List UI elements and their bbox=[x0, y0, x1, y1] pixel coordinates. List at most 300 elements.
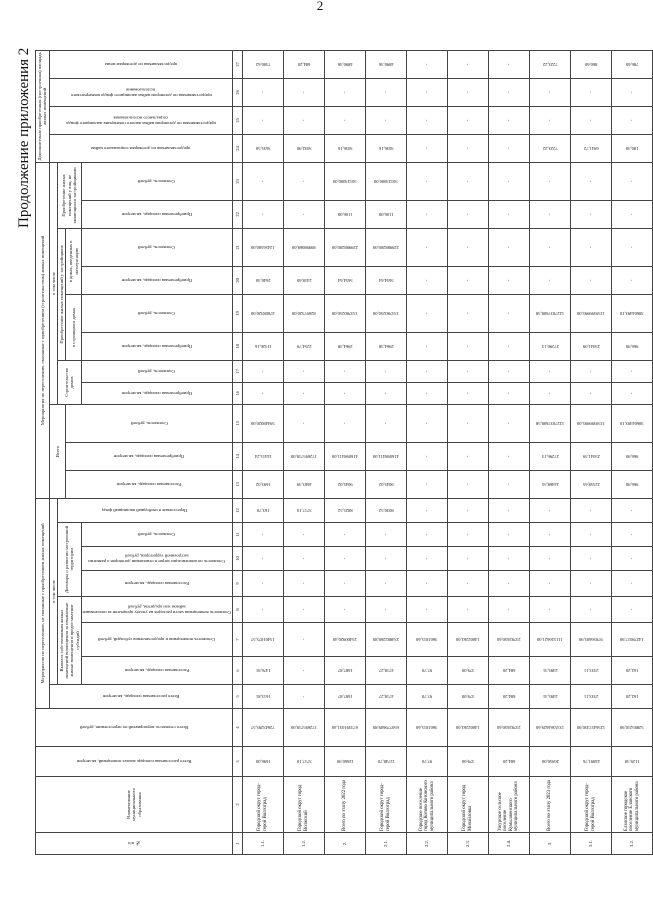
cell-value: - bbox=[611, 360, 652, 382]
cell-text: 2495,31 bbox=[542, 668, 558, 674]
cell-value bbox=[570, 470, 611, 498]
header-purchase-dev: Приобретение жилых помещений у застройщиков bbox=[57, 228, 65, 360]
cell-text: 22558,65 bbox=[582, 482, 600, 488]
cell-value bbox=[529, 332, 570, 360]
cell-value: - bbox=[283, 360, 324, 382]
header-commercial: предоставляемая по договорам найма жилого помещения жилищного фонда социального использования bbox=[49, 106, 232, 134]
cell-value bbox=[283, 134, 324, 162]
cell-value: - bbox=[324, 547, 365, 571]
header-gratuitous: предоставляемая по договорам мены bbox=[49, 50, 232, 78]
cell-text: 163,70 bbox=[256, 508, 270, 514]
cell-text: 50123000,00 bbox=[374, 179, 398, 184]
cell-value: - bbox=[529, 498, 570, 522]
cell-value: - bbox=[283, 547, 324, 571]
cell-value bbox=[488, 623, 529, 657]
cell-value: - bbox=[406, 498, 447, 522]
cell-value: - bbox=[242, 523, 283, 547]
cell-text: 1106,00 bbox=[378, 212, 394, 218]
cell-value: - bbox=[529, 228, 570, 266]
cell-value: - bbox=[488, 360, 529, 382]
column-number: 17 bbox=[232, 360, 242, 382]
cell-value: - bbox=[529, 382, 570, 404]
column-number: 21 bbox=[232, 228, 242, 266]
column-number: 10 bbox=[232, 547, 242, 571]
cell-value bbox=[283, 470, 324, 498]
cell-value: - bbox=[324, 360, 365, 382]
cell-value bbox=[365, 470, 406, 498]
row-number: 2.4. bbox=[488, 833, 529, 855]
cell-text: 4718,27 bbox=[378, 694, 394, 700]
cell-text: 7223,22 bbox=[542, 145, 558, 151]
cell-text: 966,90 bbox=[625, 454, 639, 460]
cell-text: 26956,00 bbox=[541, 759, 559, 765]
cell-value: - bbox=[529, 78, 570, 106]
cell-text: 1227037608,58 bbox=[535, 311, 565, 317]
header-group-related: Мероприятия по переселению, связанные с приобретением (строительством) жилых помещений bbox=[36, 162, 50, 498]
municipality-name: Городской округ город-герой Волгоград bbox=[570, 777, 611, 833]
cell-value: - bbox=[488, 162, 529, 200]
cell-text: 684,20 bbox=[502, 668, 516, 674]
cell-text: 172695718,00 bbox=[291, 725, 317, 731]
cell-text: 25041,59 bbox=[582, 454, 600, 460]
column-number: 5 bbox=[232, 685, 242, 709]
cell-text: 50123000,00 bbox=[333, 179, 357, 184]
column-number: 19 bbox=[232, 294, 242, 332]
cell-value bbox=[365, 200, 406, 228]
row-number: 1.2. bbox=[283, 833, 324, 855]
cell-value: - bbox=[611, 162, 652, 200]
cell-text: 8825,52 bbox=[337, 508, 353, 514]
cell-text: 1159399995,00 bbox=[576, 421, 605, 427]
cell-value: - bbox=[365, 597, 406, 623]
cell-value bbox=[324, 685, 365, 709]
cell-value bbox=[242, 685, 283, 709]
cell-value: - bbox=[529, 106, 570, 134]
column-number: 1 bbox=[232, 833, 242, 855]
row-number: 3. bbox=[529, 833, 570, 855]
cell-value bbox=[324, 747, 365, 777]
cell-value bbox=[283, 442, 324, 470]
resettlement-table bbox=[35, 50, 653, 855]
header-unrelated-area: Всего расселяемая площадь, кв.метров bbox=[49, 685, 232, 709]
header-free-housing: Переселение в свободный жилищный фонд bbox=[57, 498, 232, 522]
cell-value bbox=[529, 685, 570, 709]
cell-value: - bbox=[488, 134, 529, 162]
cell-text: 24468,55 bbox=[541, 482, 559, 488]
cell-value bbox=[283, 332, 324, 360]
cell-value bbox=[324, 470, 365, 498]
cell-text: 4890,36 bbox=[378, 61, 394, 67]
cell-value bbox=[242, 266, 283, 294]
header-total-cost: Всего стоимость мероприятий по переселению, рублей bbox=[36, 709, 233, 747]
cell-value bbox=[570, 657, 611, 685]
cell-value: - bbox=[283, 78, 324, 106]
cell-value bbox=[365, 294, 406, 332]
cell-value: - bbox=[447, 50, 488, 78]
cell-value: - bbox=[529, 523, 570, 547]
column-number: 22 bbox=[232, 200, 242, 228]
cell-text: 23782630,60 bbox=[497, 725, 521, 731]
cell-value bbox=[488, 657, 529, 685]
row-number: 2.2. bbox=[406, 833, 447, 855]
cell-value bbox=[406, 685, 447, 709]
municipality-name: Ужурское сельское поселение Кумылженского муниципального района bbox=[488, 777, 529, 833]
municipality-name: Городской округ город-герой Волгоград bbox=[365, 777, 406, 833]
cell-value: - bbox=[570, 571, 611, 597]
cell-value: - bbox=[447, 547, 488, 571]
municipality-name: Всего по этапу 2023 года bbox=[529, 777, 570, 833]
cell-value: - bbox=[488, 382, 529, 404]
cell-text: 4890,36 bbox=[337, 61, 353, 67]
cell-value: - bbox=[242, 162, 283, 200]
row-number: 2. bbox=[324, 833, 365, 855]
cell-value: - bbox=[283, 404, 324, 442]
header-constr-cost: Стоимость, рублей bbox=[81, 360, 232, 382]
cell-value: - bbox=[406, 266, 447, 294]
page-number: 2 bbox=[316, 0, 324, 13]
header-payouts: Выплата собственникам жилых помещений возмещения за изымаемые жилые помещения и предоставление субсидий bbox=[57, 597, 81, 685]
cell-value: - bbox=[283, 657, 324, 685]
cell-value bbox=[283, 50, 324, 78]
header-completed: в домах, введенных в эксплуатацию bbox=[66, 228, 82, 294]
cell-text: 3601815,60 bbox=[416, 637, 438, 643]
cell-text: 14002262,00 bbox=[456, 637, 480, 643]
cell-value: - bbox=[488, 597, 529, 623]
cell-text: 9045,02 bbox=[337, 482, 353, 488]
column-number: 27 bbox=[232, 50, 242, 78]
cell-value: - bbox=[488, 106, 529, 134]
header-all-acquired: Приобретаемая площадь, кв.метров bbox=[66, 442, 233, 470]
cell-value bbox=[447, 623, 488, 657]
header-construction: Строительство домов bbox=[57, 360, 81, 404]
cell-text: 1106,00 bbox=[337, 212, 353, 218]
cell-value: - bbox=[406, 360, 447, 382]
cell-text: 9045,02 bbox=[378, 482, 394, 488]
cell-value: - bbox=[406, 442, 447, 470]
cell-value bbox=[242, 294, 283, 332]
cell-value bbox=[324, 623, 365, 657]
cell-value: - bbox=[447, 134, 488, 162]
cell-text: 1696,00 bbox=[255, 759, 271, 765]
cell-text: 416098411,00 bbox=[373, 454, 399, 460]
cell-value: - bbox=[447, 78, 488, 106]
column-number: 18 bbox=[232, 332, 242, 360]
cell-value bbox=[365, 747, 406, 777]
cell-value: - bbox=[324, 404, 365, 442]
cell-value: - bbox=[406, 404, 447, 442]
cell-text: 1129,30 bbox=[624, 759, 640, 765]
cell-value bbox=[324, 657, 365, 685]
cell-value: - bbox=[570, 228, 611, 266]
cell-text: 4603,39 bbox=[296, 482, 312, 488]
cell-text: 1227037608,58 bbox=[535, 421, 565, 427]
cell-value bbox=[406, 709, 447, 747]
cell-value: - bbox=[406, 382, 447, 404]
cell-value: - bbox=[488, 200, 529, 228]
cell-value bbox=[365, 657, 406, 685]
cell-value bbox=[611, 709, 652, 747]
cell-value: - bbox=[406, 200, 447, 228]
header-uc-cost: Стоимость, рублей bbox=[81, 294, 232, 332]
cell-value: - bbox=[611, 106, 652, 134]
column-number: 2 bbox=[232, 777, 242, 833]
cell-value: - bbox=[283, 200, 324, 228]
cell-value bbox=[365, 50, 406, 78]
municipality-name: Городской округ город-герой Волгоград bbox=[242, 777, 283, 833]
cell-value bbox=[365, 162, 406, 200]
cell-value: - bbox=[283, 571, 324, 597]
row-number: 1.1. bbox=[242, 833, 283, 855]
cell-value bbox=[611, 134, 652, 162]
cell-value bbox=[365, 623, 406, 657]
cell-value: - bbox=[242, 106, 283, 134]
cell-text: 133780250,00 bbox=[332, 311, 358, 317]
cell-value bbox=[447, 709, 488, 747]
cell-text: 97056605,90 bbox=[579, 637, 603, 643]
cell-value: - bbox=[283, 623, 324, 657]
cell-value: - bbox=[406, 78, 447, 106]
cell-value: - bbox=[365, 523, 406, 547]
cell-value: - bbox=[447, 597, 488, 623]
cell-text: 97,70 bbox=[421, 694, 433, 700]
cell-text: 82697520,00 bbox=[292, 311, 316, 317]
cell-value bbox=[283, 266, 324, 294]
cell-value: - bbox=[447, 442, 488, 470]
column-number: 12 bbox=[232, 498, 242, 522]
cell-value bbox=[529, 470, 570, 498]
cell-text: 684,20 bbox=[297, 61, 311, 67]
cell-value bbox=[283, 709, 324, 747]
cell-text: 673391031,40 bbox=[332, 725, 358, 731]
cell-value bbox=[324, 228, 365, 266]
cell-text: 379,00 bbox=[461, 759, 475, 765]
header-pay-area: Расселяемая площадь, кв.метров bbox=[81, 657, 232, 685]
cell-value bbox=[488, 747, 529, 777]
column-number: 16 bbox=[232, 382, 242, 404]
cell-text: 3717,10 bbox=[296, 508, 312, 514]
cell-value: - bbox=[447, 106, 488, 134]
cell-value: - bbox=[283, 106, 324, 134]
cell-text: 180,30 bbox=[625, 145, 639, 151]
cell-value: - bbox=[611, 382, 652, 404]
cell-value bbox=[324, 709, 365, 747]
cell-text: 2418,60 bbox=[296, 278, 312, 284]
cell-value bbox=[324, 50, 365, 78]
header-all: Всего bbox=[49, 404, 66, 498]
cell-value: - bbox=[406, 228, 447, 266]
cell-text: 379,00 bbox=[461, 668, 475, 674]
cell-value: - bbox=[570, 106, 611, 134]
cell-value bbox=[611, 50, 652, 78]
column-number: 24 bbox=[232, 134, 242, 162]
cell-value: - bbox=[447, 571, 488, 597]
cell-value bbox=[365, 228, 406, 266]
cell-value: - bbox=[611, 228, 652, 266]
cell-value: - bbox=[406, 523, 447, 547]
cell-text: 14002262,00 bbox=[456, 725, 480, 731]
cell-value: - bbox=[324, 382, 365, 404]
cell-value: - bbox=[447, 266, 488, 294]
cell-value: - bbox=[365, 404, 406, 442]
cell-text: 89998068,00 bbox=[292, 245, 316, 251]
cell-value bbox=[529, 657, 570, 685]
cell-value bbox=[447, 747, 488, 777]
cell-value bbox=[406, 747, 447, 777]
header-constr-area: Приобретаемая площадь, кв.метров bbox=[81, 382, 232, 404]
header-social: предоставляемая по договорам социального найма bbox=[49, 134, 232, 162]
cell-value: - bbox=[488, 332, 529, 360]
cell-value: - bbox=[488, 523, 529, 547]
cell-value: - bbox=[242, 597, 283, 623]
cell-text: 25400920,40 bbox=[333, 637, 357, 643]
cell-value bbox=[242, 657, 283, 685]
header-pers-cost: Стоимость, рублей bbox=[81, 162, 232, 200]
cell-value bbox=[611, 657, 652, 685]
column-number: 23 bbox=[232, 162, 242, 200]
table-row bbox=[365, 50, 406, 854]
cell-value bbox=[242, 470, 283, 498]
cell-text: 11326,16 bbox=[254, 344, 272, 350]
header-under-construction: в строящихся домах bbox=[66, 294, 82, 360]
row-number: 2.3. bbox=[447, 833, 488, 855]
cell-value: - bbox=[324, 571, 365, 597]
cell-text: 6941,72 bbox=[583, 145, 599, 151]
cell-value bbox=[242, 134, 283, 162]
cell-text: 3635,50 bbox=[255, 145, 271, 151]
cell-value bbox=[611, 685, 652, 709]
header-no: № п/п bbox=[36, 833, 233, 855]
cell-text: 1687,87 bbox=[337, 668, 353, 674]
cell-text: 15401875,57 bbox=[251, 637, 275, 643]
cell-value: - bbox=[529, 360, 570, 382]
header-pay-cost: Стоимость возмещения и предоставления субсидий, рублей bbox=[81, 623, 232, 657]
cell-text: 860,60 bbox=[584, 61, 598, 67]
table-row bbox=[488, 50, 529, 854]
cell-value: - bbox=[447, 382, 488, 404]
cell-text: 5654,64 bbox=[337, 278, 353, 284]
cell-value bbox=[283, 228, 324, 266]
cell-value: - bbox=[570, 498, 611, 522]
cell-value bbox=[242, 498, 283, 522]
column-number: 7 bbox=[232, 623, 242, 657]
cell-value bbox=[529, 294, 570, 332]
cell-text: 229988200,00 bbox=[373, 245, 399, 251]
header-dev-contracts: Договоры о развитии застроенной территории bbox=[57, 523, 81, 597]
cell-text: 650779609,80 bbox=[373, 725, 399, 731]
cell-text: 12660,90 bbox=[336, 759, 354, 765]
cell-value: - bbox=[365, 382, 406, 404]
table-row bbox=[447, 50, 488, 854]
cell-value: - bbox=[529, 200, 570, 228]
header-pers-area: Приобретаемая площадь, кв.метров bbox=[81, 200, 232, 228]
cell-value: - bbox=[365, 106, 406, 134]
cell-value bbox=[570, 709, 611, 747]
cell-text: 25041,09 bbox=[582, 344, 600, 350]
cell-value bbox=[488, 685, 529, 709]
cell-value bbox=[365, 442, 406, 470]
cell-value: - bbox=[570, 523, 611, 547]
cell-text: 52885210,90 bbox=[620, 725, 644, 731]
cell-text: 24891,76 bbox=[582, 759, 600, 765]
cell-value bbox=[283, 294, 324, 332]
cell-text: 5654,64 bbox=[378, 278, 394, 284]
cell-text: 3036,16 bbox=[378, 145, 394, 151]
cell-value bbox=[570, 442, 611, 470]
cell-value: - bbox=[488, 498, 529, 522]
cell-text: 14415,24 bbox=[254, 454, 272, 460]
cell-value bbox=[447, 685, 488, 709]
header-inc-related: в том числе bbox=[49, 162, 57, 404]
cell-value bbox=[570, 685, 611, 709]
cell-value: - bbox=[488, 470, 529, 498]
cell-value: - bbox=[324, 597, 365, 623]
cell-text: 3601815,60 bbox=[416, 725, 438, 731]
cell-value bbox=[529, 134, 570, 162]
cell-text: 27290,13 bbox=[541, 344, 559, 350]
cell-value bbox=[529, 50, 570, 78]
cell-text: 12456500,00 bbox=[251, 245, 275, 251]
cell-value: - bbox=[242, 360, 283, 382]
cell-value: - bbox=[488, 228, 529, 266]
cell-text: 2333,11 bbox=[583, 668, 599, 674]
cell-text: 234882268,80 bbox=[373, 637, 399, 643]
table-row bbox=[529, 50, 570, 854]
cell-value: - bbox=[611, 547, 652, 571]
cell-value: - bbox=[324, 523, 365, 547]
cell-value bbox=[611, 747, 652, 777]
cell-value bbox=[611, 332, 652, 360]
cell-value bbox=[611, 442, 652, 470]
table-row bbox=[611, 50, 652, 854]
cell-value: - bbox=[611, 78, 652, 106]
cell-text: 2495,31 bbox=[542, 694, 558, 700]
cell-value bbox=[324, 134, 365, 162]
cell-value: - bbox=[406, 294, 447, 332]
cell-value bbox=[365, 709, 406, 747]
cell-value: - bbox=[570, 162, 611, 200]
cell-value bbox=[570, 294, 611, 332]
cell-text: 1613,81 bbox=[255, 694, 271, 700]
cell-value bbox=[447, 657, 488, 685]
cell-value bbox=[324, 442, 365, 470]
cell-text: 47008320,00 bbox=[251, 311, 275, 317]
cell-value bbox=[242, 228, 283, 266]
cell-value bbox=[529, 404, 570, 442]
cell-value: - bbox=[611, 200, 652, 228]
header-inc-total: в том числе bbox=[49, 498, 57, 684]
cell-value bbox=[570, 332, 611, 360]
municipality-name: Городской округ город Волжский bbox=[283, 777, 324, 833]
header-comp-area: Приобретаемая площадь, кв.метров bbox=[81, 266, 232, 294]
cell-value bbox=[570, 404, 611, 442]
cell-value: - bbox=[611, 523, 652, 547]
header-comp-cost: Стоимость, рублей bbox=[81, 228, 232, 266]
cell-value: - bbox=[406, 106, 447, 134]
cell-value: - bbox=[529, 162, 570, 200]
cell-value: - bbox=[283, 523, 324, 547]
municipality-name: Городской округ город Михайловка bbox=[447, 777, 488, 833]
cell-value: - bbox=[488, 404, 529, 442]
cell-value: - bbox=[488, 442, 529, 470]
cell-value bbox=[529, 442, 570, 470]
header-group-extra: Дополнительно приобретенная (построенная) площадь жилых помещений bbox=[37, 52, 48, 161]
cell-value: - bbox=[488, 78, 529, 106]
row-number: 2.1. bbox=[365, 833, 406, 855]
cell-value: - bbox=[447, 162, 488, 200]
cell-value: - bbox=[529, 547, 570, 571]
cell-value bbox=[242, 442, 283, 470]
cell-value bbox=[570, 134, 611, 162]
